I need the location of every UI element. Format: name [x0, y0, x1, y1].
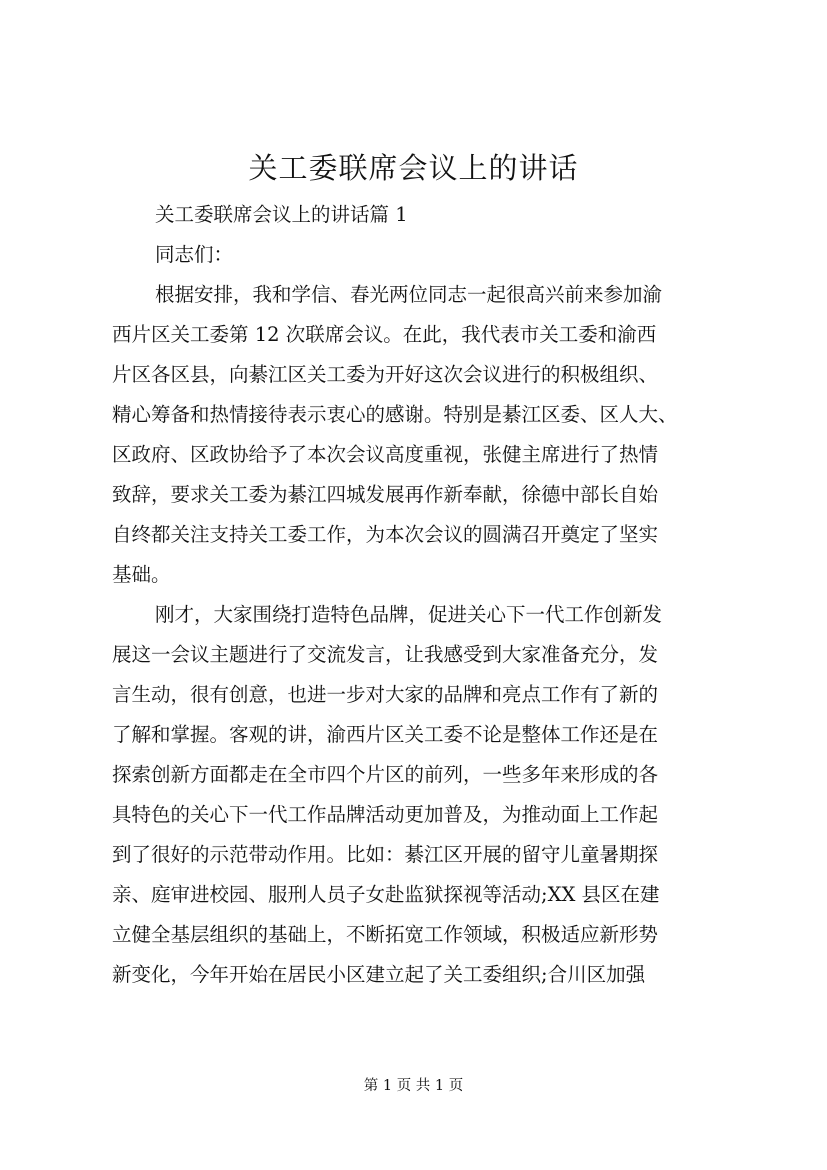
text-line: 刚才，大家围绕打造特色品牌，促进关心下一代工作创新发 — [155, 603, 663, 626]
text-line: 精心筹备和热情接待表示衷心的感谢。特别是綦江区委、区人大、 — [112, 403, 678, 426]
text-line: 探索创新方面都走在全市四个片区的前列，一些多年来形成的各 — [112, 763, 659, 786]
text-line: 片区各区县，向綦江区关工委为开好这次会议进行的积极组织、 — [112, 363, 659, 386]
document-body — [112, 195, 722, 995]
text-line: 基础。 — [112, 563, 171, 586]
text-line: 致辞，要求关工委为綦江四城发展再作新奉献，徐德中部长自始 — [112, 483, 659, 506]
text-line: 立健全基层组织的基础上，不断拓宽工作领域，积极适应新形势 — [112, 923, 659, 946]
text-line: 到了很好的示范带动作用。比如：綦江区开展的留守儿童暑期探 — [112, 843, 659, 866]
text-line: 言生动，很有创意，也进一步对大家的品牌和亮点工作有了新的 — [112, 683, 659, 706]
text-line: 具特色的关心下一代工作品牌活动更加普及，为推动面上工作起 — [112, 803, 659, 826]
text-line: 西片区关工委第 12 次联席会议。在此，我代表市关工委和渝西 — [112, 323, 657, 346]
text-line: 区政府、区政协给予了本次会议高度重视，张健主席进行了热情 — [112, 443, 659, 466]
page-footer: 第 1 页 共 1 页 — [363, 1078, 464, 1094]
text-line: 同志们： — [155, 243, 234, 266]
text-line: 亲、庭审进校园、服刑人员子女赴监狱探视等活动;XX 县区在建 — [112, 883, 660, 906]
text-line: 了解和掌握。客观的讲，渝西片区关工委不论是整体工作还是在 — [112, 723, 659, 746]
text-line: 新变化，今年开始在居民小区建立起了关工委组织;合川区加强 — [112, 963, 646, 986]
text-line: 根据安排，我和学信、春光两位同志一起很高兴前来参加渝 — [155, 283, 663, 306]
text-line: 自终都关注支持关工委工作，为本次会议的圆满召开奠定了坚实 — [112, 523, 659, 546]
text-line: 展这一会议主题进行了交流发言，让我感受到大家准备充分，发 — [112, 643, 659, 666]
document-title: 关工委联席会议上的讲话 — [248, 151, 579, 185]
text-line: 关工委联席会议上的讲话篇 1 — [155, 203, 408, 226]
